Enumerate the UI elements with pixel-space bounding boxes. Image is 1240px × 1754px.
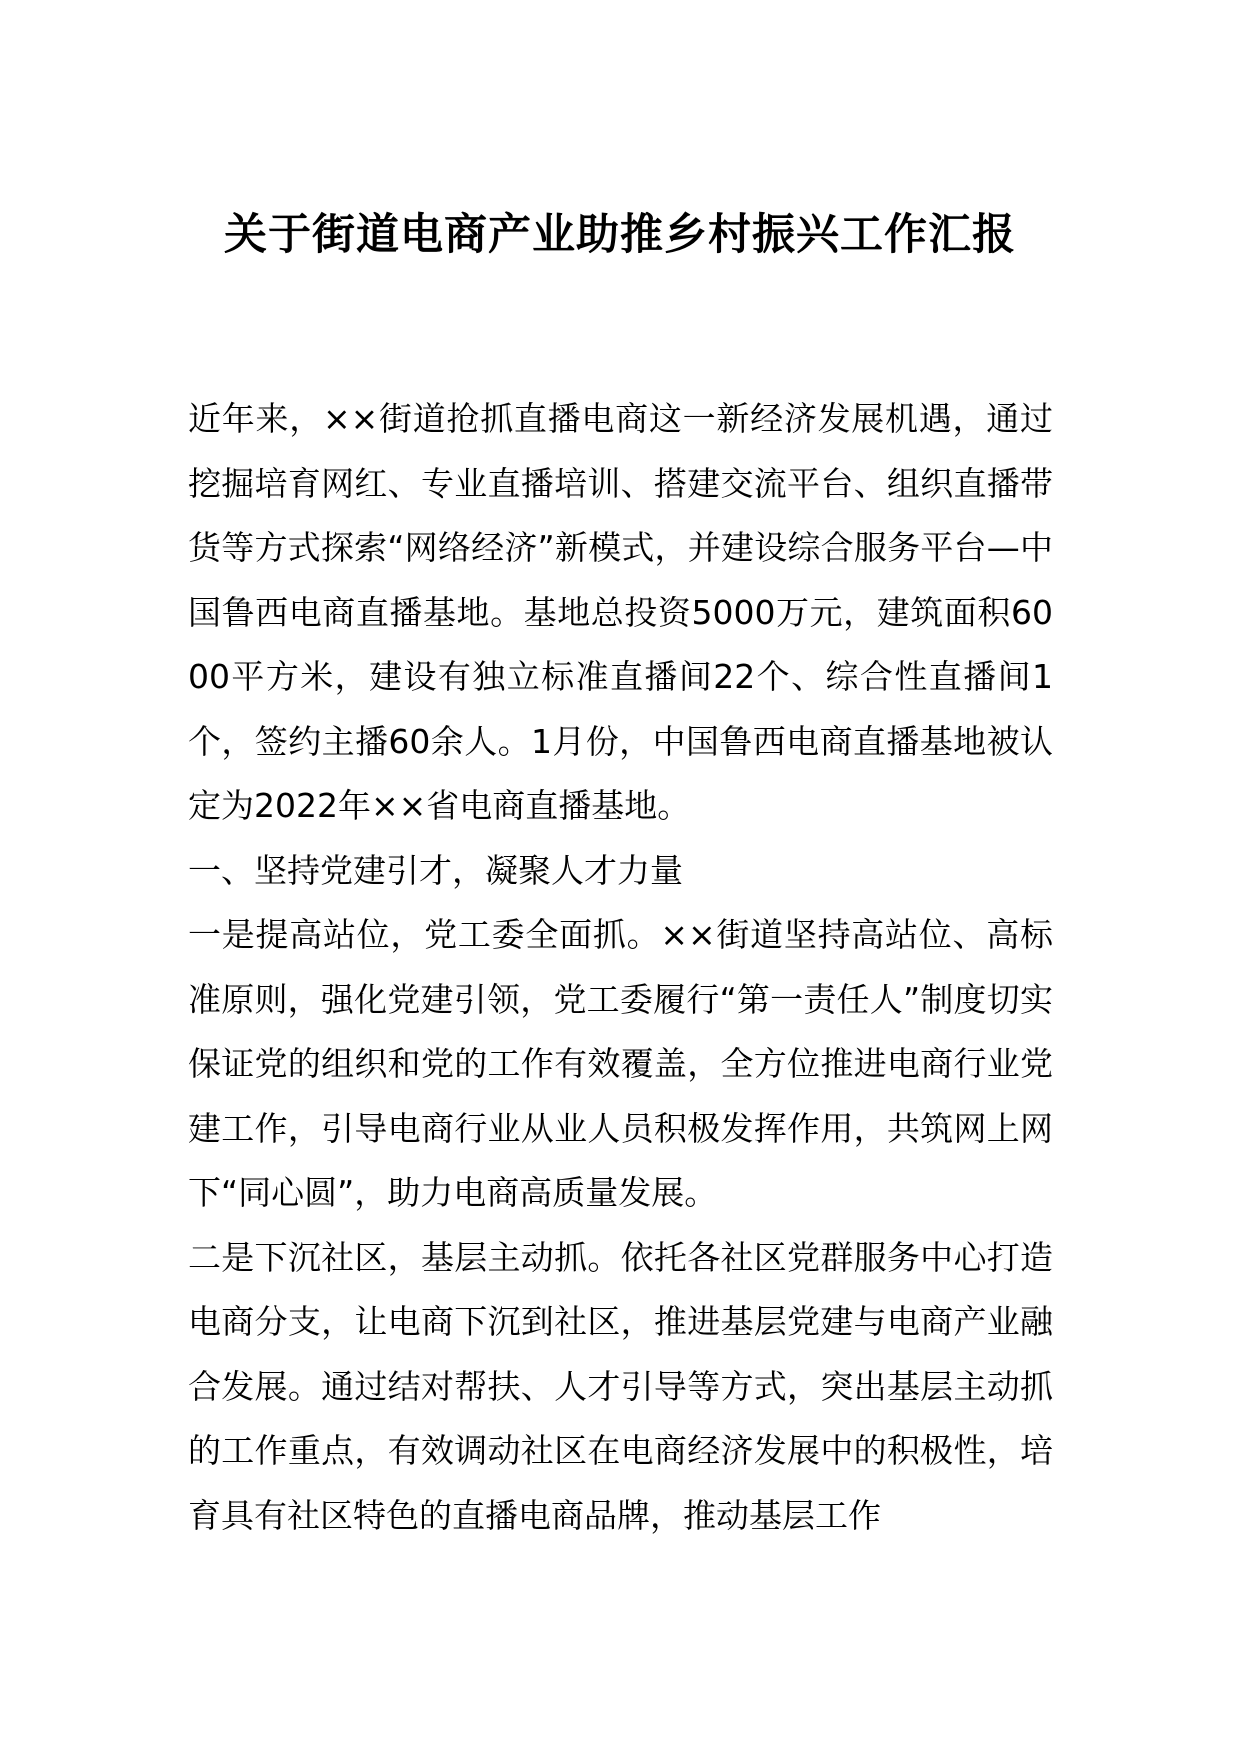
document-title: 关于街道电商产业助推乡村振兴工作汇报: [224, 210, 1016, 260]
section-paragraph-1: 一是提高站位，党工委全面抓。××街道坚持高站位、高标准原则，强化党建引领，党工委履行“第一责任人”制度切实保证党的组织和党的工作有效覆盖，全方位推进电商行业党建工作，引导电商行业从业人员积极发挥作用，共筑网上网下“同心圆”，助力电商高质量发展。: [188, 915, 1053, 1212]
section-heading: 一、坚持党建引才，凝聚人才力量: [188, 850, 683, 890]
document-body: [188, 387, 1053, 1548]
intro-paragraph: 近年来，××街道抢抓直播电商这一新经济发展机遇，通过挖掘培育网红、专业直播培训、搭建交流平台、组织直播带货等方式探索“网络经济”新模式，并建设综合服务平台—中国鲁西电商直播基地。基地总投资5000万元，建筑面积6000平方米，建设有独立标准直播间22个、综合性直播间1个，签约主播60余人。1月份，中国鲁西电商直播基地被认定为2022年××省电商直播基地。: [188, 399, 1053, 825]
section-paragraph-2: 二是下沉社区，基层主动抓。依托各社区党群服务中心打造电商分支，让电商下沉到社区，推进基层党建与电商产业融合发展。通过结对帮扶、人才引导等方式，突出基层主动抓的工作重点，有效调动社区在电商经济发展中的积极性，培育具有社区特色的直播电商品牌，推动基层工作: [188, 1237, 1053, 1535]
